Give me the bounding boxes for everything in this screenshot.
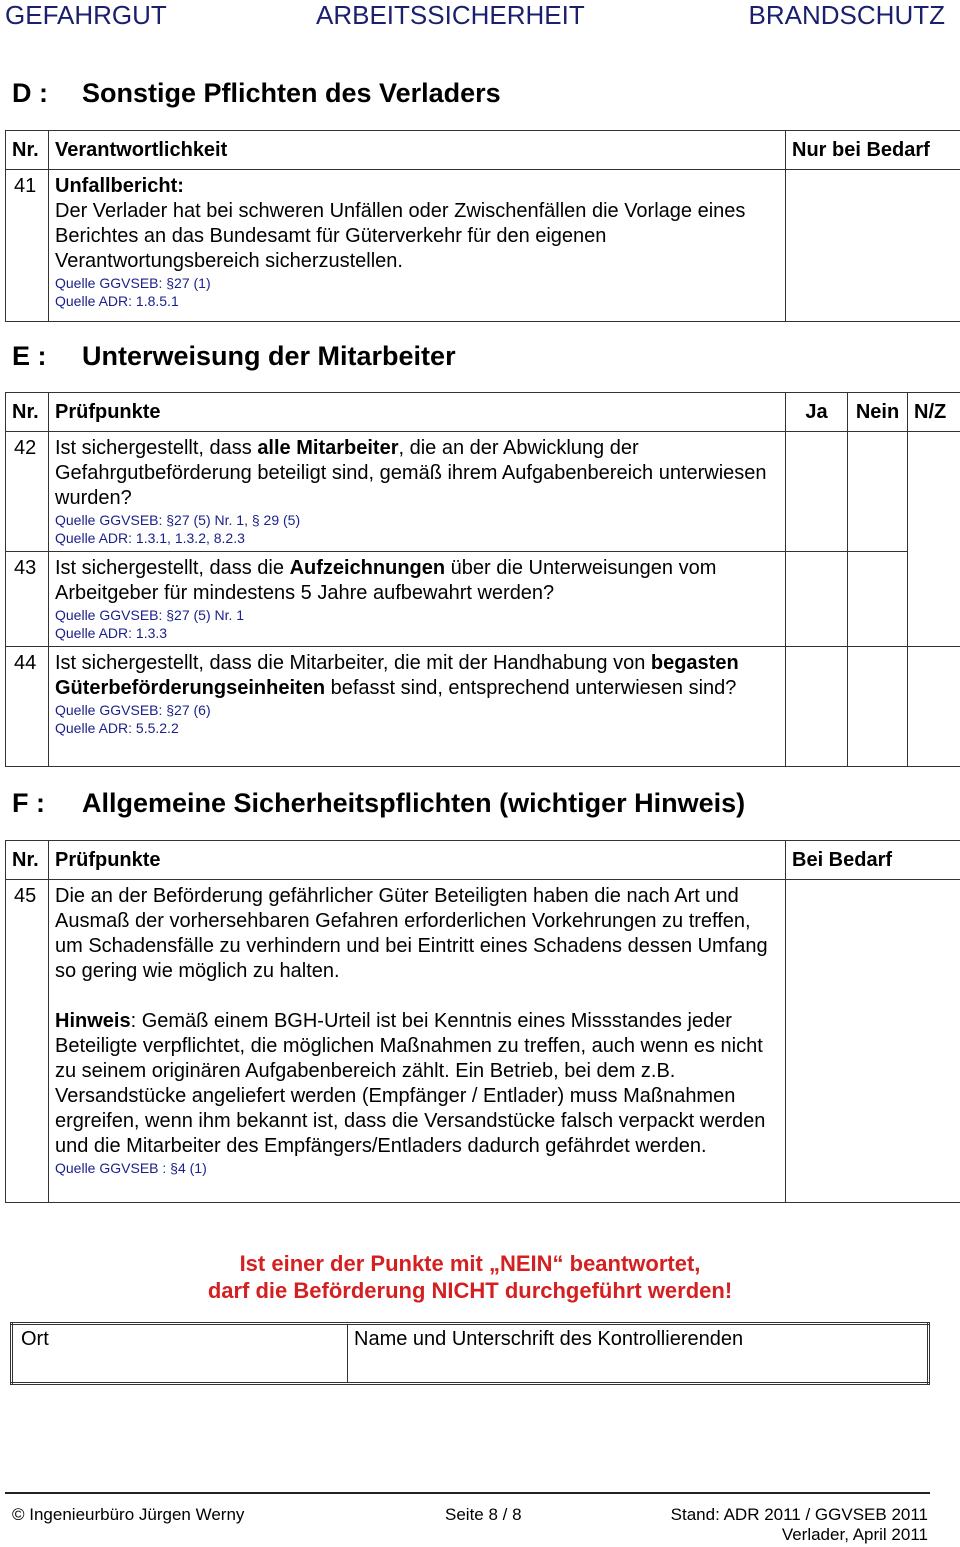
header-left: GEFAHRGUT — [5, 0, 167, 30]
row-content — [49, 170, 786, 322]
nz-checkbox-cell[interactable] — [908, 647, 960, 767]
hint-label: Hinweis — [55, 1010, 131, 1032]
table-row — [6, 432, 960, 552]
signature-field[interactable]: Name und Unterschrift des Kontrollierenden — [348, 1324, 929, 1384]
col-nz: N/Z — [908, 393, 960, 432]
checkpoints-table-e — [5, 392, 960, 767]
table-row — [6, 880, 960, 1203]
yes-checkbox-cell[interactable] — [786, 647, 848, 767]
col-responsibility: Verantwortlichkeit — [49, 131, 786, 170]
text: über die Unterweisungen vom Arbeitgeber für mindestens 5 Jahre aufbewahrt werden? — [55, 557, 717, 604]
section-title: Sonstige Pflichten des Verladers — [82, 78, 501, 108]
warning-line: Ist einer der Punkte mit „NEIN“ beantwortet, — [239, 1251, 701, 1276]
footer-divider — [5, 1492, 930, 1494]
section-title: Allgemeine Sicherheitspflichten (wichtiger Hinweis) — [82, 788, 746, 818]
table-header — [6, 393, 960, 432]
col-if-needed: Nur bei Bedarf — [786, 131, 960, 170]
header-right: BRANDSCHUTZ — [748, 0, 945, 30]
row-title: Unfallbericht: — [55, 175, 184, 197]
row-content — [49, 432, 786, 552]
text: Ist sichergestellt, dass — [55, 437, 258, 459]
row-text — [55, 651, 779, 701]
footer-copyright: © Ingenieurbüro Jürgen Werny — [12, 1505, 245, 1524]
section-title: Unterweisung der Mitarbeiter — [82, 341, 456, 371]
text: Ist sichergestellt, dass die — [55, 557, 290, 579]
source-ggvseb: Quelle GGVSEB: §27 (5) Nr. 1 — [55, 607, 245, 623]
section-d-heading — [12, 78, 501, 109]
text: befasst sind, entsprechend unterwiesen sind? — [325, 677, 737, 699]
source-ggvseb: Quelle GGVSEB: §27 (1) — [55, 275, 211, 291]
signature-table — [10, 1322, 930, 1385]
table-header — [6, 841, 960, 880]
row-text: Der Verlader hat bei schweren Unfällen oder Zwischenfällen die Vorlage eines Berichtes an das Bundesamt für Güterverkehr für den eigenen Verantwortungsbereich sicherzustellen. — [55, 200, 746, 272]
if-needed-cell[interactable] — [786, 880, 960, 1203]
source-ggvseb: Quelle GGVSEB: §27 (6) — [55, 702, 211, 718]
text-bold: Aufzeichnungen — [289, 557, 446, 579]
col-no: Nein — [848, 393, 908, 432]
row-text: Die an der Beförderung gefährlicher Güter Beteiligten haben die nach Art und Ausmaß der vorhersehbaren Gefahren erforderlichen Vorkehrungen zu treffen, um Schadensfälle zu verhindern und bei Eintritt eines Schadens dessen Umfang so gering wie möglich zu halten. — [55, 885, 768, 982]
text: Ist sichergestellt, dass die Mitarbeiter, die mit der Handhabung von — [55, 652, 651, 674]
row-number: 44 — [6, 647, 49, 767]
row-content — [49, 552, 786, 647]
footer-status — [671, 1505, 928, 1545]
footer-date: Verlader, April 2011 — [781, 1525, 928, 1544]
place-field[interactable]: Ort — [12, 1324, 348, 1384]
footer-version: Stand: ADR 2011 / GGVSEB 2011 — [670, 1505, 928, 1524]
row-text — [55, 556, 779, 606]
table-row — [6, 170, 960, 322]
if-needed-cell[interactable] — [786, 170, 960, 322]
col-yes: Ja — [786, 393, 848, 432]
text-bold: begasten Güterbeförderungseinheiten — [55, 652, 739, 699]
row-number: 42 — [6, 432, 49, 552]
footer-page-number: Seite 8 / 8 — [445, 1505, 522, 1524]
no-checkbox-cell[interactable] — [848, 647, 908, 767]
checkpoints-table-f — [5, 840, 960, 1203]
warning-line: darf die Beförderung NICHT durchgeführt werden! — [207, 1278, 733, 1303]
col-checkpoints: Prüfpunkte — [49, 841, 786, 880]
table-header — [6, 131, 960, 170]
responsibility-table — [5, 130, 960, 322]
warning-message — [0, 1250, 940, 1304]
no-checkbox-cell[interactable] — [848, 552, 908, 647]
row-number: 45 — [6, 880, 49, 1203]
row-text — [55, 436, 779, 511]
source-ggvseb: Quelle GGVSEB: §27 (5) Nr. 1, § 29 (5) — [55, 512, 301, 528]
row-number: 43 — [6, 552, 49, 647]
hint-text — [55, 1009, 779, 1159]
col-checkpoints: Prüfpunkte — [49, 393, 786, 432]
source-ggvseb: Quelle GGVSEB : §4 (1) — [55, 1160, 207, 1176]
col-nr: Nr. — [6, 393, 49, 432]
row-number: 41 — [6, 170, 49, 322]
section-e-heading — [12, 341, 456, 372]
section-letter: F : — [12, 788, 45, 818]
no-checkbox-cell[interactable] — [848, 432, 908, 552]
row-content — [49, 880, 786, 1203]
text: : Gemäß einem BGH-Urteil ist bei Kenntnis eines Missstandes jeder Beteiligte verpflichtet, die möglichen Maßnahmen zu treffen, auch wenn es nicht zu seinem originären Aufgabenbereich zählt. Ein Betrieb, bei dem z.B. Versandstücke angeliefert werden (Empfänger / Entlader) muss Maßnahmen ergreifen, wenn ihm bekannt ist, dass die Versandstücke falsch verpackt werden und die Mitarbeiter des Empfängers/Entladers dadurch gefährdet werden. — [55, 1010, 766, 1157]
table-row — [6, 647, 960, 767]
text: , die an der Abwicklung der Gefahrgutbeförderung beteiligt sind, gemäß ihrem Aufgabenbereich unterwiesen wurden? — [55, 437, 767, 509]
section-letter: E : — [12, 341, 47, 371]
source-adr: Quelle ADR: 5.5.2.2 — [55, 720, 179, 736]
source-adr: Quelle ADR: 1.3.1, 1.3.2, 8.2.3 — [55, 530, 245, 546]
yes-checkbox-cell[interactable] — [786, 432, 848, 552]
source-adr: Quelle ADR: 1.8.5.1 — [55, 293, 179, 309]
source-adr: Quelle ADR: 1.3.3 — [55, 625, 168, 641]
text-bold: alle Mitarbeiter — [257, 437, 399, 459]
table-row — [6, 552, 960, 647]
section-letter: D : — [12, 78, 48, 108]
header-center: ARBEITSSICHERHEIT — [316, 0, 585, 30]
col-nr: Nr. — [6, 841, 49, 880]
col-if-needed: Bei Bedarf — [786, 841, 960, 880]
col-nr: Nr. — [6, 131, 49, 170]
nz-checkbox-cell[interactable] — [908, 432, 960, 647]
row-content — [49, 647, 786, 767]
yes-checkbox-cell[interactable] — [786, 552, 848, 647]
section-f-heading — [12, 788, 745, 819]
